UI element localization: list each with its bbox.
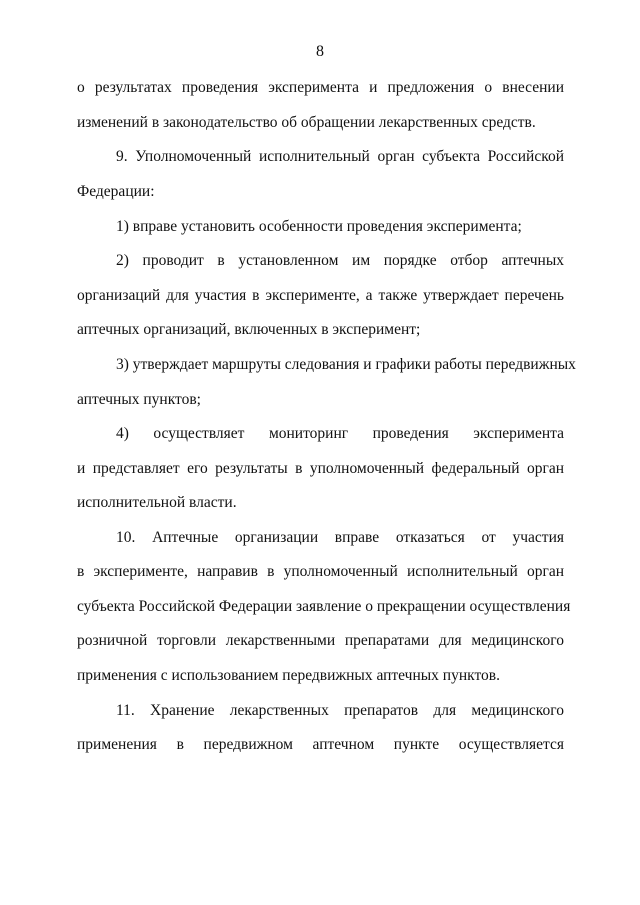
- text-line-12: и представляет его результаты в уполномоченный федеральный орган: [77, 460, 564, 477]
- text-line-19: 11. Хранение лекарственных препаратов для медицинского: [116, 702, 564, 719]
- text-line-3: 9. Уполномоченный исполнительный орган субъекта Российской: [116, 148, 564, 165]
- text-line-8: аптечных организаций, включенных в эксперимент;: [77, 321, 421, 338]
- text-line-14: 10. Аптечные организации вправе отказаться от участия: [116, 529, 564, 546]
- text-line-20: применения в передвижном аптечном пункте осуществляется: [77, 736, 564, 753]
- text-line-11: 4) осуществляет мониторинг проведения эксперимента: [116, 425, 564, 442]
- text-line-6: 2) проводит в установленном им порядке отбор аптечных: [116, 252, 564, 269]
- text-line-16: субъекта Российской Федерации заявление о прекращении осуществления: [77, 598, 571, 615]
- page-number: 8: [316, 43, 324, 60]
- text-line-13: исполнительной власти.: [77, 494, 237, 511]
- text-line-18: применения с использованием передвижных аптечных пунктов.: [77, 667, 500, 684]
- text-line-1: о результатах проведения эксперимента и предложения о внесении: [77, 79, 564, 96]
- text-line-9: 3) утверждает маршруты следования и графики работы передвижных: [116, 356, 576, 373]
- text-line-10: аптечных пунктов;: [77, 391, 201, 408]
- text-line-4: Федерации:: [77, 183, 155, 200]
- text-line-15: в эксперименте, направив в уполномоченный исполнительный орган: [77, 563, 564, 580]
- text-line-2: изменений в законодательство об обращении лекарственных средств.: [77, 114, 536, 131]
- text-line-5: 1) вправе установить особенности проведения эксперимента;: [116, 218, 522, 235]
- text-line-7: организаций для участия в эксперименте, а также утверждает перечень: [77, 287, 564, 304]
- text-line-17: розничной торговли лекарственными препаратами для медицинского: [77, 632, 564, 649]
